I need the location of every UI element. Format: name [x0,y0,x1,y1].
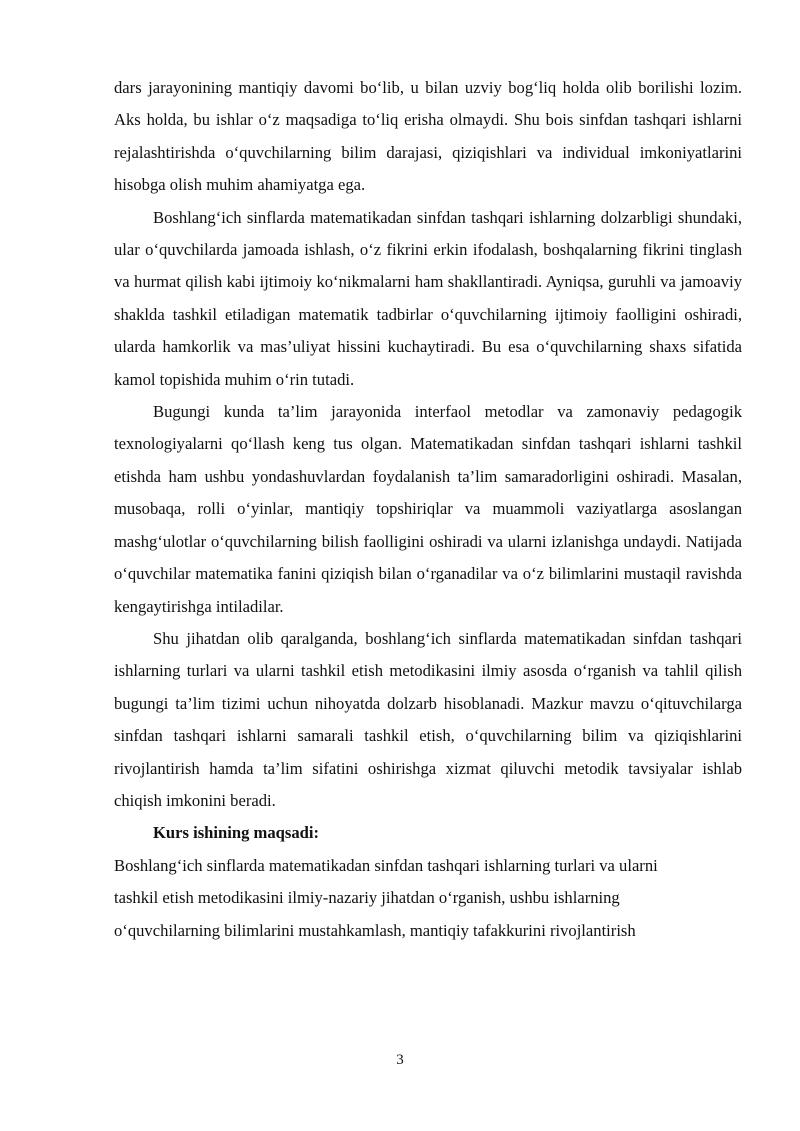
purpose-line: o‘quvchilarning bilimlarini mustahkamlash, mantiqiy tafakkurini rivojlantirish [114,920,636,940]
purpose-text [114,850,742,947]
paragraph-interactive-methods: Bugungi kunda ta’lim jarayonida interfaol metodlar va zamonaviy pedagogik texnologiyalarni qo‘llash keng tus olgan. Matematikadan sinfdan tashqari ishlarni tashkil etishda ham ushbu yondashuvlardan foydalanish ta’lim samaradorligini oshiradi. Masalan, musobaqa, rolli o‘yinlar, mantiqiy topshiriqlar va muammoli vaziyatlarga asoslangan mashg‘ulotlar o‘quvchilarning bilish faolligini oshiradi va ularni izlanishga undaydi. Natijada o‘quvchilar matematika fanini qiziqish bilan o‘rganadilar va o‘z bilimlarini mustaqil ravishda kengaytirishga intiladilar. [114,402,742,616]
paragraph-continuation: dars jarayonining mantiqiy davomi bo‘lib, u bilan uzviy bog‘liq holda olib borilishi lozim. Aks holda, bu ishlar o‘z maqsadiga to‘liq erisha olmaydi. Shu bois sinfdan tashqari ishlarni rejalashtirishda o‘quvchilarning bilim darajasi, qiziqishlari va individual imkoniyatlarini hisobga olish muhim ahamiyatga ega. [114,78,742,195]
paragraph-conclusion: Shu jihatdan olib qaralganda, boshlang‘ich sinflarda matematikadan sinfdan tashqari ishlarning turlari va ularni tashkil etish metodikasini ilmiy asosda o‘rganish va tahlil qilish bugungi ta’lim tizimi uchun nihoyatda dolzarb hisoblanadi. Mazkur mavzu o‘qituvchilarga sinfdan tashqari ishlarni samarali tashkil etish, o‘quvchilarning bilim va qiziqishlarini rivojlantirish hamda ta’lim sifatini oshirishga xizmat qiluvchi metodik tavsiyalar ishlab chiqish imkonini beradi. [114,628,742,810]
purpose-line: Boshlang‘ich sinflarda matematikadan sinfdan tashqari ishlarning turlari va ularni [114,855,658,875]
document-page [114,72,742,947]
page-number: 3 [396,1052,404,1068]
section-heading: Kurs ishining maqsadi: [153,823,319,843]
paragraph-relevance: Boshlang‘ich sinflarda matematikadan sinfdan tashqari ishlarning dolzarbligi shundaki, ular o‘quvchilarda jamoada ishlash, o‘z fikrini erkin ifodalash, boshqalarning fikrini tinglash va hurmat qilish kabi ijtimoiy ko‘nikmalarni ham shakllantiradi. Ayniqsa, guruhli va jamoaviy shaklda tashkil etiladigan matematik tadbirlar o‘quvchilarning ijtimoiy faolligini oshiradi, ularda hamkorlik va mas’uliyat hissini kuchaytiradi. Bu esa o‘quvchilarning shaxs sifatida kamol topishida muhim o‘rin tutadi. [114,207,742,389]
purpose-line: tashkil etish metodikasini ilmiy-nazariy jihatdan o‘rganish, ushbu ishlarning [114,888,620,908]
